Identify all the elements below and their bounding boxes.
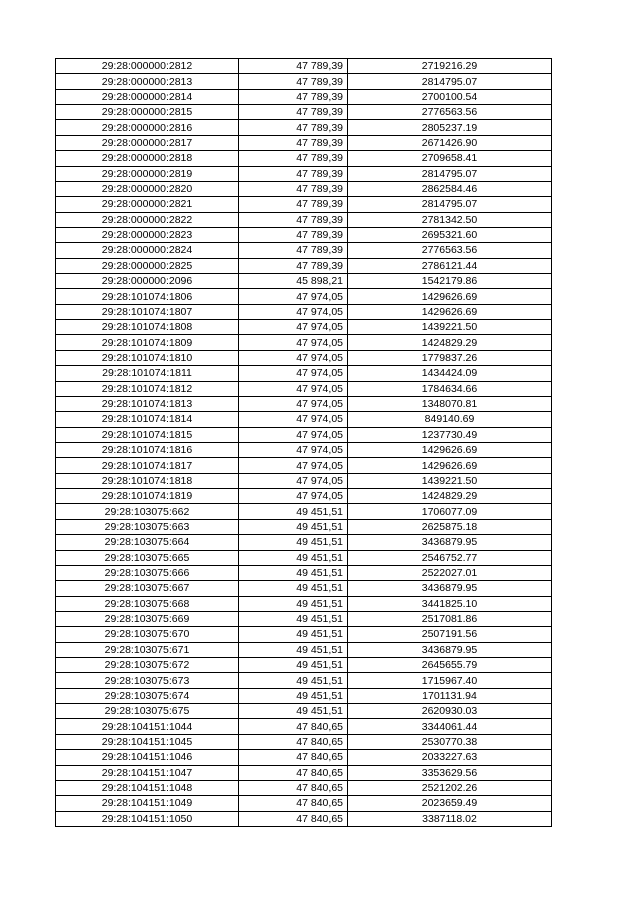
price-per-unit-cell: 47 840,65 xyxy=(239,750,348,765)
cadastral-value-cell: 3436879.95 xyxy=(348,581,552,596)
cadastral-value-cell: 1701131.94 xyxy=(348,688,552,703)
table-row xyxy=(56,243,552,258)
cadastral-number-cell: 29:28:101074:1815 xyxy=(56,427,239,442)
price-per-unit-cell: 47 974,05 xyxy=(239,458,348,473)
cadastral-value-cell: 2709658.41 xyxy=(348,151,552,166)
table-row xyxy=(56,274,552,289)
cadastral-value-cell: 2776563.56 xyxy=(348,243,552,258)
table-row xyxy=(56,734,552,749)
cadastral-number-cell: 29:28:103075:667 xyxy=(56,581,239,596)
price-per-unit-cell: 47 974,05 xyxy=(239,304,348,319)
cadastral-number-cell: 29:28:000000:2813 xyxy=(56,74,239,89)
cadastral-number-cell: 29:28:000000:2821 xyxy=(56,197,239,212)
table-row xyxy=(56,535,552,550)
cadastral-value-cell: 2805237.19 xyxy=(348,120,552,135)
price-per-unit-cell: 47 974,05 xyxy=(239,335,348,350)
cadastral-number-cell: 29:28:103075:662 xyxy=(56,504,239,519)
table-row xyxy=(56,212,552,227)
price-per-unit-cell: 49 451,51 xyxy=(239,535,348,550)
cadastral-value-cell: 1715967.40 xyxy=(348,673,552,688)
table-row xyxy=(56,596,552,611)
table-row xyxy=(56,704,552,719)
cadastral-value-cell: 2781342.50 xyxy=(348,212,552,227)
cadastral-value-cell: 1429626.69 xyxy=(348,442,552,457)
price-per-unit-cell: 49 451,51 xyxy=(239,658,348,673)
table-row xyxy=(56,197,552,212)
price-per-unit-cell: 47 789,39 xyxy=(239,135,348,150)
price-per-unit-cell: 47 789,39 xyxy=(239,120,348,135)
cadastral-number-cell: 29:28:104151:1045 xyxy=(56,734,239,749)
price-per-unit-cell: 49 451,51 xyxy=(239,642,348,657)
table-row xyxy=(56,289,552,304)
cadastral-number-cell: 29:28:000000:2815 xyxy=(56,105,239,120)
cadastral-number-cell: 29:28:101074:1807 xyxy=(56,304,239,319)
cadastral-value-cell: 1434424.09 xyxy=(348,366,552,381)
table-row xyxy=(56,381,552,396)
table-row xyxy=(56,350,552,365)
cadastral-value-cell: 1429626.69 xyxy=(348,289,552,304)
price-per-unit-cell: 47 789,39 xyxy=(239,227,348,242)
price-per-unit-cell: 47 974,05 xyxy=(239,366,348,381)
price-per-unit-cell: 47 789,39 xyxy=(239,166,348,181)
cadastral-number-cell: 29:28:101074:1813 xyxy=(56,396,239,411)
cadastral-number-cell: 29:28:101074:1819 xyxy=(56,489,239,504)
table-row xyxy=(56,489,552,504)
price-per-unit-cell: 47 789,39 xyxy=(239,258,348,273)
price-per-unit-cell: 47 789,39 xyxy=(239,105,348,120)
cadastral-number-cell: 29:28:000000:2819 xyxy=(56,166,239,181)
cadastral-number-cell: 29:28:103075:665 xyxy=(56,550,239,565)
cadastral-value-cell: 1237730.49 xyxy=(348,427,552,442)
price-per-unit-cell: 47 974,05 xyxy=(239,381,348,396)
cadastral-value-cell: 1424829.29 xyxy=(348,489,552,504)
table-row xyxy=(56,166,552,181)
cadastral-value-cell: 3436879.95 xyxy=(348,535,552,550)
price-per-unit-cell: 47 974,05 xyxy=(239,427,348,442)
table-row xyxy=(56,550,552,565)
table-row xyxy=(56,565,552,580)
cadastral-value-cell: 2517081.86 xyxy=(348,611,552,626)
price-per-unit-cell: 47 789,39 xyxy=(239,212,348,227)
cadastral-value-cell: 2033227.63 xyxy=(348,750,552,765)
price-per-unit-cell: 47 840,65 xyxy=(239,796,348,811)
cadastral-number-cell: 29:28:104151:1047 xyxy=(56,765,239,780)
cadastral-number-cell: 29:28:101074:1812 xyxy=(56,381,239,396)
price-per-unit-cell: 49 451,51 xyxy=(239,565,348,580)
cadastral-value-cell: 2671426.90 xyxy=(348,135,552,150)
table-row xyxy=(56,642,552,657)
cadastral-value-cell: 2522027.01 xyxy=(348,565,552,580)
table-row xyxy=(56,181,552,196)
cadastral-number-cell: 29:28:104151:1050 xyxy=(56,811,239,826)
table-row xyxy=(56,750,552,765)
cadastral-number-cell: 29:28:103075:669 xyxy=(56,611,239,626)
price-per-unit-cell: 49 451,51 xyxy=(239,581,348,596)
table-row xyxy=(56,504,552,519)
table-row xyxy=(56,89,552,104)
cadastral-value-cell: 2786121.44 xyxy=(348,258,552,273)
table-row xyxy=(56,120,552,135)
price-per-unit-cell: 47 789,39 xyxy=(239,89,348,104)
cadastral-number-cell: 29:28:101074:1808 xyxy=(56,320,239,335)
table-row xyxy=(56,658,552,673)
table-row xyxy=(56,765,552,780)
price-per-unit-cell: 47 974,05 xyxy=(239,320,348,335)
price-per-unit-cell: 47 974,05 xyxy=(239,289,348,304)
cadastral-value-cell: 1706077.09 xyxy=(348,504,552,519)
cadastral-value-cell: 2719216.29 xyxy=(348,59,552,74)
cadastral-number-cell: 29:28:000000:2816 xyxy=(56,120,239,135)
price-per-unit-cell: 49 451,51 xyxy=(239,673,348,688)
table-row xyxy=(56,688,552,703)
cadastral-number-cell: 29:28:000000:2096 xyxy=(56,274,239,289)
cadastral-value-cell: 2645655.79 xyxy=(348,658,552,673)
cadastral-value-cell: 3353629.56 xyxy=(348,765,552,780)
price-per-unit-cell: 47 974,05 xyxy=(239,489,348,504)
cadastral-number-cell: 29:28:000000:2822 xyxy=(56,212,239,227)
cadastral-number-cell: 29:28:101074:1817 xyxy=(56,458,239,473)
cadastral-value-cell: 1348070.81 xyxy=(348,396,552,411)
price-per-unit-cell: 49 451,51 xyxy=(239,596,348,611)
cadastral-number-cell: 29:28:101074:1814 xyxy=(56,412,239,427)
table-row xyxy=(56,151,552,166)
table-row xyxy=(56,304,552,319)
table-row xyxy=(56,320,552,335)
cadastral-value-cell: 1439221.50 xyxy=(348,473,552,488)
table-row xyxy=(56,227,552,242)
price-per-unit-cell: 47 840,65 xyxy=(239,719,348,734)
cadastral-value-cell: 2625875.18 xyxy=(348,519,552,534)
cadastral-value-cell: 3441825.10 xyxy=(348,596,552,611)
table-row xyxy=(56,780,552,795)
table-body xyxy=(56,59,552,827)
cadastral-value-cell: 3344061.44 xyxy=(348,719,552,734)
cadastral-number-cell: 29:28:101074:1806 xyxy=(56,289,239,304)
table-row xyxy=(56,335,552,350)
price-per-unit-cell: 49 451,51 xyxy=(239,688,348,703)
cadastral-number-cell: 29:28:103075:666 xyxy=(56,565,239,580)
price-per-unit-cell: 49 451,51 xyxy=(239,550,348,565)
cadastral-value-cell: 1784634.66 xyxy=(348,381,552,396)
table-row xyxy=(56,258,552,273)
table-row xyxy=(56,627,552,642)
price-per-unit-cell: 47 840,65 xyxy=(239,765,348,780)
cadastral-number-cell: 29:28:000000:2825 xyxy=(56,258,239,273)
cadastral-number-cell: 29:28:103075:672 xyxy=(56,658,239,673)
price-per-unit-cell: 49 451,51 xyxy=(239,504,348,519)
cadastral-number-cell: 29:28:103075:671 xyxy=(56,642,239,657)
table-row xyxy=(56,519,552,534)
table-row xyxy=(56,458,552,473)
cadastral-value-cell: 849140.69 xyxy=(348,412,552,427)
price-per-unit-cell: 47 789,39 xyxy=(239,151,348,166)
price-per-unit-cell: 47 840,65 xyxy=(239,780,348,795)
cadastral-value-cell: 1542179.86 xyxy=(348,274,552,289)
cadastral-value-cell: 2023659.49 xyxy=(348,796,552,811)
price-per-unit-cell: 47 789,39 xyxy=(239,181,348,196)
table-row xyxy=(56,59,552,74)
price-per-unit-cell: 47 789,39 xyxy=(239,197,348,212)
cadastral-value-cell: 2700100.54 xyxy=(348,89,552,104)
table-row xyxy=(56,135,552,150)
cadastral-value-cell: 2776563.56 xyxy=(348,105,552,120)
cadastral-value-cell: 1424829.29 xyxy=(348,335,552,350)
table-row xyxy=(56,811,552,826)
cadastral-number-cell: 29:28:103075:673 xyxy=(56,673,239,688)
price-per-unit-cell: 49 451,51 xyxy=(239,611,348,626)
cadastral-value-cell: 2814795.07 xyxy=(348,197,552,212)
table-row xyxy=(56,796,552,811)
cadastral-value-cell: 2521202.26 xyxy=(348,780,552,795)
cadastral-number-cell: 29:28:101074:1818 xyxy=(56,473,239,488)
price-per-unit-cell: 47 974,05 xyxy=(239,396,348,411)
table-row xyxy=(56,396,552,411)
cadastral-value-cell: 2507191.56 xyxy=(348,627,552,642)
price-per-unit-cell: 47 974,05 xyxy=(239,473,348,488)
cadastral-number-cell: 29:28:104151:1048 xyxy=(56,780,239,795)
price-per-unit-cell: 47 974,05 xyxy=(239,442,348,457)
price-per-unit-cell: 47 974,05 xyxy=(239,350,348,365)
cadastral-number-cell: 29:28:000000:2817 xyxy=(56,135,239,150)
cadastral-number-cell: 29:28:103075:670 xyxy=(56,627,239,642)
table-row xyxy=(56,427,552,442)
cadastral-number-cell: 29:28:101074:1816 xyxy=(56,442,239,457)
cadastral-value-cell: 2546752.77 xyxy=(348,550,552,565)
price-per-unit-cell: 49 451,51 xyxy=(239,627,348,642)
price-per-unit-cell: 47 789,39 xyxy=(239,243,348,258)
table-row xyxy=(56,366,552,381)
cadastral-number-cell: 29:28:103075:675 xyxy=(56,704,239,719)
price-per-unit-cell: 47 789,39 xyxy=(239,74,348,89)
cadastral-number-cell: 29:28:101074:1810 xyxy=(56,350,239,365)
cadastral-value-cell: 2530770.38 xyxy=(348,734,552,749)
price-per-unit-cell: 45 898,21 xyxy=(239,274,348,289)
cadastral-number-cell: 29:28:103075:668 xyxy=(56,596,239,611)
table-row xyxy=(56,74,552,89)
cadastral-number-cell: 29:28:000000:2824 xyxy=(56,243,239,258)
cadastral-value-cell: 1439221.50 xyxy=(348,320,552,335)
cadastral-number-cell: 29:28:000000:2820 xyxy=(56,181,239,196)
cadastral-value-cell: 3436879.95 xyxy=(348,642,552,657)
cadastral-value-cell: 2862584.46 xyxy=(348,181,552,196)
cadastral-number-cell: 29:28:000000:2812 xyxy=(56,59,239,74)
table-row xyxy=(56,719,552,734)
price-per-unit-cell: 47 974,05 xyxy=(239,412,348,427)
price-per-unit-cell: 49 451,51 xyxy=(239,704,348,719)
table-row xyxy=(56,473,552,488)
cadastral-number-cell: 29:28:000000:2823 xyxy=(56,227,239,242)
cadastral-value-cell: 1429626.69 xyxy=(348,458,552,473)
cadastral-number-cell: 29:28:101074:1811 xyxy=(56,366,239,381)
table-row xyxy=(56,673,552,688)
cadastral-number-cell: 29:28:104151:1046 xyxy=(56,750,239,765)
cadastral-number-cell: 29:28:101074:1809 xyxy=(56,335,239,350)
cadastral-number-cell: 29:28:104151:1049 xyxy=(56,796,239,811)
cadastral-value-cell: 1779837.26 xyxy=(348,350,552,365)
cadastral-number-cell: 29:28:000000:2818 xyxy=(56,151,239,166)
cadastral-value-cell: 2814795.07 xyxy=(348,166,552,181)
cadastral-value-cell: 2814795.07 xyxy=(348,74,552,89)
cadastral-number-cell: 29:28:103075:663 xyxy=(56,519,239,534)
price-per-unit-cell: 47 789,39 xyxy=(239,59,348,74)
cadastral-number-cell: 29:28:000000:2814 xyxy=(56,89,239,104)
price-per-unit-cell: 49 451,51 xyxy=(239,519,348,534)
cadastral-number-cell: 29:28:103075:664 xyxy=(56,535,239,550)
cadastral-value-cell: 1429626.69 xyxy=(348,304,552,319)
cadastral-number-cell: 29:28:103075:674 xyxy=(56,688,239,703)
cadastral-number-cell: 29:28:104151:1044 xyxy=(56,719,239,734)
cadastral-value-cell: 2620930.03 xyxy=(348,704,552,719)
table-row xyxy=(56,611,552,626)
price-per-unit-cell: 47 840,65 xyxy=(239,734,348,749)
cadastral-value-table xyxy=(55,58,552,827)
cadastral-value-cell: 2695321.60 xyxy=(348,227,552,242)
price-per-unit-cell: 47 840,65 xyxy=(239,811,348,826)
table-row xyxy=(56,105,552,120)
table-row xyxy=(56,412,552,427)
cadastral-value-cell: 3387118.02 xyxy=(348,811,552,826)
table-row xyxy=(56,581,552,596)
table-row xyxy=(56,442,552,457)
